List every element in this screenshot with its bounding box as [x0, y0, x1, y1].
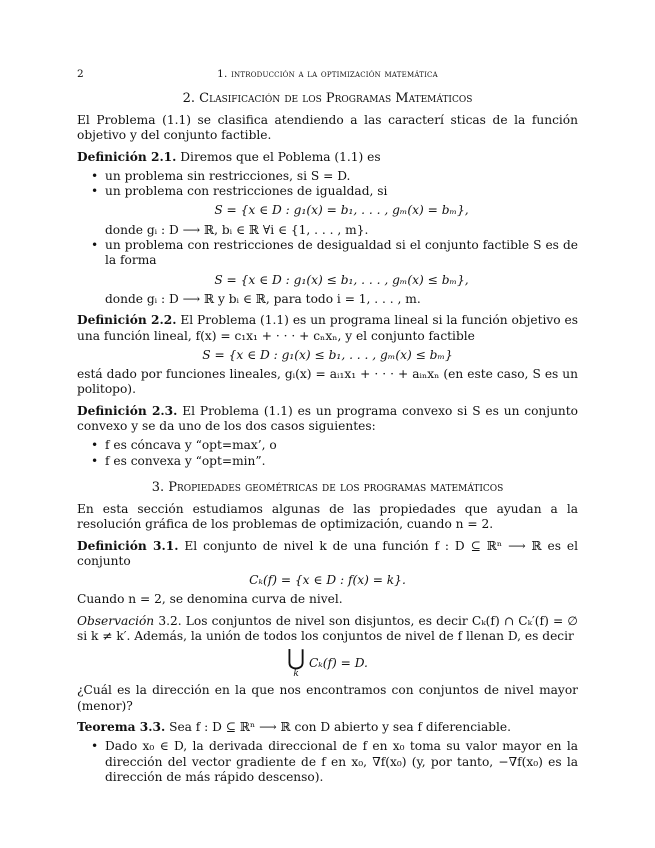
observation-number: 3.2.	[158, 613, 182, 628]
definition-2-3-text: El Problema (1.1) es un programa convexo si S es un conjunto convexo y se da uno de los dos casos siguientes:	[77, 403, 578, 434]
list-item	[91, 438, 578, 453]
union-symbol: ⋃	[287, 646, 306, 672]
page-number: 2	[77, 68, 84, 80]
definition-3-1-text: El conjunto de nivel k de una función f : D ⊆ ℝⁿ ⟶ ℝ es el conjunto	[77, 538, 578, 568]
definition-2-3	[77, 404, 578, 435]
theorem-3-3-list	[77, 739, 578, 785]
section-3-intro: En esta sección estudiamos algunas de las propiedades que ayudan a la resolución gráfica de los problemas de optimización, cuando n = 2.	[77, 501, 578, 532]
theorem-3-3	[77, 720, 578, 735]
definition-2-1	[77, 150, 578, 165]
list-item-text: f es cóncava y “opt=max’, o	[105, 438, 277, 453]
bullet-icon: •	[91, 453, 99, 468]
bullet-icon: •	[91, 184, 99, 199]
definition-2-2-text: El Problema (1.1) es un programa lineal si la función objetivo es una función lineal, f(x) = c₁x₁ + · · · + cₙxₙ, y el conjunto factible	[77, 313, 578, 343]
union-index: k	[293, 669, 299, 680]
list-item-text: un problema sin restricciones, si S = D.	[105, 168, 351, 183]
page-body	[77, 90, 578, 787]
theorem-3-3-label: Teorema 3.3.	[77, 719, 166, 734]
definition-2-2-after: está dado por funciones lineales, gᵢ(x) = aᵢ₁x₁ + · · · + aᵢₙxₙ (en este caso, S es un politopo).	[77, 367, 578, 397]
definition-2-2	[77, 313, 578, 344]
observation-3-2	[77, 614, 578, 645]
definition-3-1-label: Definición 3.1.	[77, 538, 179, 553]
where-clause: donde gᵢ : D ⟶ ℝ, bᵢ ∈ ℝ ∀i ∈ {1, . . . , m}.	[105, 222, 369, 237]
observation-label: Observación	[77, 613, 155, 628]
bullet-icon: •	[91, 739, 99, 754]
list-item-text: un problema con restricciones de igualdad, si	[105, 184, 388, 199]
definition-2-1-label: Definición 2.1.	[77, 149, 177, 164]
definition-3-1	[77, 539, 578, 570]
list-item	[91, 184, 578, 238]
list-item	[91, 238, 578, 307]
list-item	[91, 168, 578, 184]
observation-text: Los conjuntos de nivel son disjuntos, es decir Cₖ(f) ∩ Cₖ′(f) = ∅ si k ≠ k′. Además, la unión de todos los conjuntos de nivel de f llenan D, es decir	[77, 613, 579, 644]
bullet-icon: •	[91, 168, 99, 183]
union-operator	[287, 648, 305, 679]
list-item-text: un problema con restricciones de desigualdad si el conjunto factible S es de la forma	[105, 238, 578, 268]
union-expression: Cₖ(f) = D.	[308, 656, 368, 671]
bullet-icon: •	[91, 238, 99, 253]
list-item-text: f es convexa y “opt=min”.	[105, 453, 266, 468]
list-item-text: Dado x₀ ∈ D, la derivada direccional de f en x₀ toma su valor mayor en la dirección del vector gradiente de f en x₀, ∇f(x₀) (y, por tanto, −∇f(x₀) es la dirección de más rápido descenso).	[105, 739, 578, 784]
theorem-3-3-text: Sea f : D ⊆ ℝⁿ ⟶ ℝ con D abierto y sea f diferenciable.	[169, 719, 511, 734]
section-3-title: 3. Propiedades geométricas de los programas matemáticos	[151, 479, 504, 495]
definition-2-1-list	[77, 169, 578, 307]
where-clause: donde gᵢ : D ⟶ ℝ y bᵢ ∈ ℝ, para todo i = 1, . . . , m.	[105, 291, 421, 306]
list-item	[91, 739, 578, 785]
bullet-icon: •	[91, 438, 99, 453]
section-2-title: 2. Clasificación de los Programas Matemáticos	[182, 91, 473, 106]
equation-level-set: Cₖ(f) = {x ∈ D : f(x) = k}.	[249, 573, 406, 588]
definition-2-3-label: Definición 2.3.	[77, 403, 178, 418]
definition-2-1-text: Diremos que el Poblema (1.1) es	[180, 149, 381, 164]
equation-inequality-set: S = {x ∈ D : g₁(x) ≤ b₁, . . . , gₘ(x) ≤ bₘ},	[214, 272, 469, 287]
definition-3-1-after: Cuando n = 2, se denomina curva de nivel.	[77, 592, 343, 607]
equation-linear-set: S = {x ∈ D : g₁(x) ≤ b₁, . . . , gₘ(x) ≤ bₘ}	[202, 347, 453, 362]
definition-2-2-label: Definición 2.2.	[77, 313, 177, 328]
equation-equality-set: S = {x ∈ D : g₁(x) = b₁, . . . , gₘ(x) = bₘ},	[214, 203, 469, 218]
running-title: 1. introducción a la optimización matemática	[217, 68, 438, 80]
section-2-intro: El Problema (1.1) se clasifica atendiendo a las caracterí sticas de la función objetivo y del conjunto factible.	[77, 113, 578, 143]
equation-union	[77, 648, 578, 679]
list-item	[91, 453, 578, 469]
definition-2-3-list	[77, 438, 578, 469]
question-text: ¿Cuál es la dirección en la que nos encontramos con conjuntos de nivel mayor (menor)?	[77, 683, 578, 713]
